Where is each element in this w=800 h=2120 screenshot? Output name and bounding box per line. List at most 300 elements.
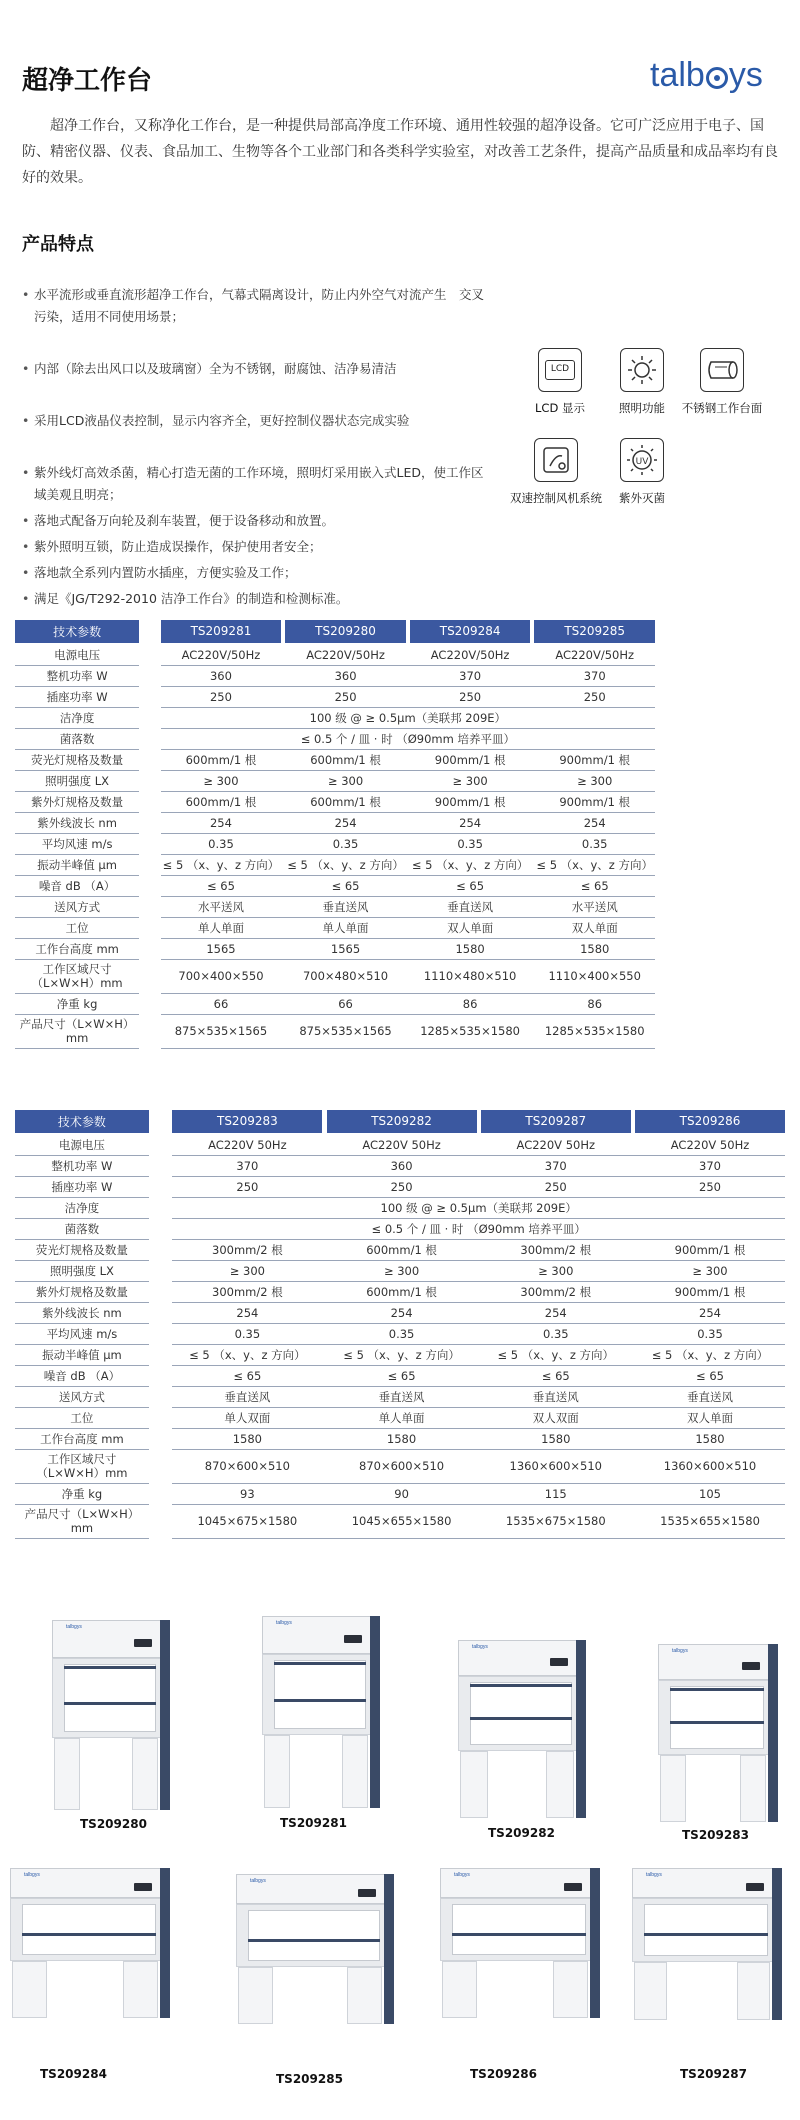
feature-uv: [592, 438, 692, 506]
feature-item: • 内部（除去出风口以及玻璃窗）全为不锈钢，耐腐蚀、洁净易清洁: [22, 358, 492, 380]
spec-row: [15, 1407, 785, 1428]
spec-cell: 370: [481, 1155, 631, 1176]
product-model-label: TS209284: [40, 2067, 107, 2081]
spec-row-label: 净重 kg: [15, 993, 139, 1014]
spec-row-label: 洁净度: [15, 1197, 149, 1218]
product-model-label: TS209281: [280, 1816, 347, 1830]
spec-row: [15, 1239, 785, 1260]
feature-item: • 满足《JG/T292-2010 洁净工作台》的制造和检测标准。: [22, 588, 492, 610]
cabinet-side-panel: [768, 1644, 778, 1822]
spec-row-label: 电源电压: [15, 1134, 149, 1155]
cabinet-leg: [123, 1961, 158, 2018]
cabinet-shelf: [248, 1939, 380, 1942]
cabinet-leg: [660, 1755, 686, 1822]
spec-row: [15, 993, 655, 1014]
spec-row-label: 插座功率 W: [15, 1176, 149, 1197]
spec-row-label: 照明强度 LX: [15, 770, 139, 791]
spec-row-label: 紫外灯规格及数量: [15, 1281, 149, 1302]
product-image: [458, 1640, 586, 1818]
cabinet-shelf: [452, 1933, 586, 1936]
spec-merged-value: ≤ 0.5 个 / 皿 · 时 （Ø90mm 培养平皿）: [161, 728, 655, 749]
spec-cell: ≥ 300: [635, 1260, 785, 1281]
spec-cell: 单人单面: [161, 917, 282, 938]
spec-cell: ≥ 300: [327, 1260, 477, 1281]
cabinet-leg: [634, 1962, 667, 2020]
spec-row: [15, 644, 655, 665]
spec-row: [15, 1155, 785, 1176]
product-image: [658, 1644, 778, 1822]
spec-cell: AC220V 50Hz: [172, 1134, 322, 1155]
spec-row-label: 洁净度: [15, 707, 139, 728]
spec-cell: 360: [161, 665, 282, 686]
spec-row-label: 送风方式: [15, 1386, 149, 1407]
spec-row: [15, 770, 655, 791]
spec-cell: AC220V/50Hz: [161, 644, 282, 665]
spec-cell: 300mm/2 根: [481, 1239, 631, 1260]
cabinet-leg: [553, 1961, 588, 2018]
spec-cell: ≤ 5 （x、y、z 方向）: [285, 854, 406, 875]
cabinet-opening: [644, 1904, 768, 1956]
spec-cell: 1285×535×1580: [534, 1014, 655, 1048]
spec-row-label: 工作台高度 mm: [15, 938, 139, 959]
spec-cell: ≤ 5 （x、y、z 方向）: [635, 1344, 785, 1365]
spec-cell: 1565: [285, 938, 406, 959]
spec-cell: ≤ 65: [534, 875, 655, 896]
spec-row: [15, 1014, 655, 1048]
cabinet-side-panel: [370, 1616, 380, 1808]
spec-row: [15, 938, 655, 959]
spec-header-model: TS209287: [481, 1110, 631, 1134]
spec-cell: 250: [161, 686, 282, 707]
cabinet-shelf: [64, 1702, 156, 1705]
spec-cell: 93: [172, 1483, 322, 1504]
cabinet-side-panel: [772, 1868, 782, 2020]
spec-row: [15, 1260, 785, 1281]
spec-cell: 1580: [481, 1428, 631, 1449]
spec-cell: ≥ 300: [481, 1260, 631, 1281]
spec-cell: 单人双面: [172, 1407, 322, 1428]
spec-cell: 900mm/1 根: [534, 791, 655, 812]
feature-fan-label: 双速控制风机系统: [510, 491, 602, 505]
cabinet-leg: [546, 1751, 574, 1818]
spec-cell: 600mm/1 根: [161, 791, 282, 812]
intro-paragraph: 超净工作台，又称净化工作台，是一种提供局部高净度工作环境、通用性较强的超净设备。它可广泛应用于电子、国防、精密仪器、仪表、食品加工、生物等各个工业部门和各类科学实验室，对改善工艺条件，提高产品质量和成品率均有良好的效果。: [22, 118, 778, 186]
spec-cell: 双人单面: [410, 917, 531, 938]
spec-cell: AC220V/50Hz: [534, 644, 655, 665]
spec-cell: 300mm/2 根: [481, 1281, 631, 1302]
spec-row-label: 振动半峰值 μm: [15, 1344, 149, 1365]
spec-row-label: 噪音 dB （A）: [15, 1365, 149, 1386]
spec-cell: 水平送风: [161, 896, 282, 917]
spec-cell: ≥ 300: [172, 1260, 322, 1281]
spec-merged-value: 100 级 @ ≥ 0.5μm（美联邦 209E）: [161, 707, 655, 728]
cabinet-shelf: [644, 1933, 768, 1936]
spec-cell: ≥ 300: [285, 770, 406, 791]
spec-row-label: 菌落数: [15, 1218, 149, 1239]
spec-row-label: 净重 kg: [15, 1483, 149, 1504]
cabinet-opening: [64, 1664, 156, 1732]
spec-cell: AC220V/50Hz: [285, 644, 406, 665]
spec-header-label: 技术参数: [15, 1110, 149, 1134]
spec-row: [15, 1449, 785, 1483]
spec-cell: 单人单面: [285, 917, 406, 938]
lcd-panel-icon: [134, 1883, 152, 1891]
cabinet-shelf: [670, 1721, 764, 1724]
uv-icon: [620, 438, 664, 482]
spec-row-label: 菌落数: [15, 728, 139, 749]
cabinet-leg: [740, 1755, 766, 1822]
product-model-label: TS209287: [680, 2067, 747, 2081]
cabinet-side-panel: [160, 1868, 170, 2018]
spec-row-label: 产品尺寸（L×W×H）mm: [15, 1014, 139, 1048]
spec-cell: 1580: [534, 938, 655, 959]
spec-cell: 600mm/1 根: [327, 1281, 477, 1302]
feature-item: • 落地款全系列内置防水插座，方便实验及工作；: [22, 562, 492, 584]
spec-row-label: 插座功率 W: [15, 686, 139, 707]
cabinet-leg: [737, 1962, 770, 2020]
spec-row: [15, 1504, 785, 1538]
spec-cell: 254: [635, 1302, 785, 1323]
spec-cell: 垂直送风: [172, 1386, 322, 1407]
brand-logo-right: ys: [728, 56, 763, 94]
spec-cell: ≤ 5 （x、y、z 方向）: [161, 854, 282, 875]
spec-header-model: TS209286: [635, 1110, 785, 1134]
cabinet-leg: [132, 1738, 158, 1810]
spec-cell: 1535×655×1580: [635, 1504, 785, 1538]
spec-cell: 1565: [161, 938, 282, 959]
spec-cell: 1580: [635, 1428, 785, 1449]
feature-list: [22, 284, 492, 610]
product-image: [236, 1874, 394, 2024]
spec-header-model: TS209280: [285, 620, 406, 644]
lcd-panel-icon: [550, 1658, 568, 1666]
spec-cell: ≤ 5 （x、y、z 方向）: [327, 1344, 477, 1365]
feature-item: • 水平流形或垂直流形超净工作台，气幕式隔离设计，防止内外空气对流产生 交叉污染，适用不同使用场景；: [22, 284, 492, 328]
spec-row: [15, 875, 655, 896]
spec-cell: ≤ 5 （x、y、z 方向）: [172, 1344, 322, 1365]
spec-row: [15, 812, 655, 833]
spec-cell: AC220V/50Hz: [410, 644, 531, 665]
product-image: [52, 1620, 170, 1810]
feature-item: • 落地式配备万向轮及刹车装置，便于设备移动和放置。: [22, 510, 492, 532]
spec-cell: 254: [161, 812, 282, 833]
spec-cell: 垂直送风: [285, 896, 406, 917]
spec-cell: 900mm/1 根: [635, 1239, 785, 1260]
lcd-panel-icon: [134, 1639, 152, 1647]
spec-table-header: [15, 620, 655, 644]
cabinet-logo: talbgys: [66, 1624, 82, 1630]
cabinet-logo: talbgys: [276, 1620, 292, 1626]
spec-row: [15, 728, 655, 749]
cabinet-opening: [670, 1686, 764, 1749]
cabinet-side-panel: [576, 1640, 586, 1818]
product-model-label: TS209285: [276, 2072, 343, 2086]
spec-cell: 115: [481, 1483, 631, 1504]
spec-row-label: 工位: [15, 1407, 149, 1428]
spec-table-header: [15, 1110, 785, 1134]
spec-row: [15, 1386, 785, 1407]
product-image: [440, 1868, 600, 2018]
spec-cell: 875×535×1565: [161, 1014, 282, 1048]
spec-cell: ≤ 65: [172, 1365, 322, 1386]
cabinet-leg: [54, 1738, 80, 1810]
spec-cell: 600mm/1 根: [285, 749, 406, 770]
cabinet-shelf: [22, 1933, 156, 1936]
spec-cell: 250: [534, 686, 655, 707]
spec-row-label: 电源电压: [15, 644, 139, 665]
spec-header-label: 技术参数: [15, 620, 139, 644]
product-model-label: TS209286: [470, 2067, 537, 2081]
spec-row-label: 紫外线波长 nm: [15, 812, 139, 833]
feature-lcd-label: LCD 显示: [535, 401, 585, 415]
spec-cell: 900mm/1 根: [534, 749, 655, 770]
spec-cell: 254: [410, 812, 531, 833]
spec-cell: 1285×535×1580: [410, 1014, 531, 1048]
spec-cell: 300mm/2 根: [172, 1239, 322, 1260]
cabinet-leg: [342, 1735, 368, 1808]
spec-row-label: 工位: [15, 917, 139, 938]
cabinet-leg: [264, 1735, 290, 1808]
spec-header-model: TS209282: [327, 1110, 477, 1134]
spec-cell: 1045×675×1580: [172, 1504, 322, 1538]
spec-cell: 单人单面: [327, 1407, 477, 1428]
cabinet-side-panel: [590, 1868, 600, 2018]
lcd-panel-icon: [564, 1883, 582, 1891]
spec-row-label: 平均风速 m/s: [15, 833, 139, 854]
cabinet-side-panel: [160, 1620, 170, 1810]
cabinet-leg: [460, 1751, 488, 1818]
spec-cell: 1580: [327, 1428, 477, 1449]
spec-cell: 254: [327, 1302, 477, 1323]
spec-row-label: 平均风速 m/s: [15, 1323, 149, 1344]
spec-cell: 370: [172, 1155, 322, 1176]
features-title: 产品特点: [22, 234, 94, 255]
stainless-surface-icon: [700, 348, 744, 392]
brand-eye-icon: [706, 67, 728, 89]
spec-row: [15, 1134, 785, 1155]
spec-cell: ≤ 5 （x、y、z 方向）: [534, 854, 655, 875]
spec-cell: 250: [481, 1176, 631, 1197]
spec-row: [15, 1344, 785, 1365]
spec-header-model: TS209285: [534, 620, 655, 644]
spec-cell: 0.35: [635, 1323, 785, 1344]
spec-cell: 250: [172, 1176, 322, 1197]
cabinet-side-panel: [384, 1874, 394, 2024]
product-image: [10, 1868, 170, 2018]
spec-cell: 370: [410, 665, 531, 686]
spec-cell: 垂直送风: [327, 1386, 477, 1407]
spec-row: [15, 1281, 785, 1302]
fan-control-icon: [534, 438, 578, 482]
spec-cell: 370: [635, 1155, 785, 1176]
spec-cell: 1110×400×550: [534, 959, 655, 993]
spec-cell: ≤ 65: [161, 875, 282, 896]
spec-row: [15, 1197, 785, 1218]
spec-row-label: 工作台高度 mm: [15, 1428, 149, 1449]
spec-row: [15, 707, 655, 728]
product-image: [632, 1868, 782, 2020]
spec-cell: 870×600×510: [327, 1449, 477, 1483]
spec-cell: 700×480×510: [285, 959, 406, 993]
cabinet-shelf: [470, 1717, 572, 1720]
spec-row: [15, 791, 655, 812]
spec-cell: ≤ 65: [635, 1365, 785, 1386]
spec-row-label: 荧光灯规格及数量: [15, 1239, 149, 1260]
spec-cell: 1580: [410, 938, 531, 959]
spec-cell: 双人单面: [635, 1407, 785, 1428]
spec-cell: 254: [285, 812, 406, 833]
spec-row: [15, 833, 655, 854]
feature-uv-label: 紫外灭菌: [619, 491, 665, 505]
spec-row: [15, 1218, 785, 1239]
spec-header-model: TS209284: [410, 620, 531, 644]
spec-cell: ≤ 65: [481, 1365, 631, 1386]
cabinet-logo: talbgys: [454, 1872, 470, 1878]
spec-cell: 垂直送风: [481, 1386, 631, 1407]
brand-logo: [650, 56, 763, 95]
spec-cell: 双人双面: [481, 1407, 631, 1428]
spec-header-model: TS209281: [161, 620, 282, 644]
spec-cell: 700×400×550: [161, 959, 282, 993]
cabinet-logo: talbgys: [24, 1872, 40, 1878]
cabinet-opening: [274, 1660, 366, 1729]
cabinet-shelf: [670, 1688, 764, 1691]
spec-row-label: 照明强度 LX: [15, 1260, 149, 1281]
feature-item: • 紫外照明互锁，防止造成误操作，保护使用者安全；: [22, 536, 492, 558]
spec-table-1: [15, 620, 655, 1049]
product-model-label: TS209282: [488, 1826, 555, 1840]
spec-row-label: 整机功率 W: [15, 665, 139, 686]
spec-merged-value: 100 级 @ ≥ 0.5μm（美联邦 209E）: [172, 1197, 785, 1218]
spec-row: [15, 749, 655, 770]
spec-row: [15, 896, 655, 917]
page-title: 超净工作台: [22, 66, 153, 96]
spec-cell: 66: [285, 993, 406, 1014]
spec-cell: 垂直送风: [635, 1386, 785, 1407]
lcd-panel-icon: [344, 1635, 362, 1643]
spec-cell: 900mm/1 根: [410, 791, 531, 812]
cabinet-shelf: [470, 1684, 572, 1687]
spec-cell: 1110×480×510: [410, 959, 531, 993]
spec-cell: ≥ 300: [161, 770, 282, 791]
cabinet-logo: talbgys: [672, 1648, 688, 1654]
spec-cell: 0.35: [410, 833, 531, 854]
spec-row-label: 整机功率 W: [15, 1155, 149, 1176]
spec-cell: 250: [635, 1176, 785, 1197]
cabinet-shelf: [274, 1699, 366, 1702]
spec-cell: ≥ 300: [534, 770, 655, 791]
lcd-icon-text: LCD: [545, 360, 575, 380]
spec-table-2: [15, 1110, 785, 1539]
spec-cell: 0.35: [172, 1323, 322, 1344]
lcd-panel-icon: [746, 1883, 764, 1891]
spec-cell: 250: [410, 686, 531, 707]
spec-cell: 1360×600×510: [481, 1449, 631, 1483]
spec-cell: AC220V 50Hz: [635, 1134, 785, 1155]
spec-row: [15, 1176, 785, 1197]
cabinet-leg: [238, 1967, 273, 2024]
spec-cell: 0.35: [327, 1323, 477, 1344]
product-model-label: TS209280: [80, 1817, 147, 1831]
product-image: [262, 1616, 380, 1808]
spec-cell: 900mm/1 根: [635, 1281, 785, 1302]
spec-cell: ≤ 5 （x、y、z 方向）: [410, 854, 531, 875]
cabinet-logo: talbgys: [250, 1878, 266, 1884]
spec-cell: 垂直送风: [410, 896, 531, 917]
spec-cell: 360: [327, 1155, 477, 1176]
feature-fan: [506, 438, 606, 506]
spec-cell: 250: [285, 686, 406, 707]
spec-row: [15, 1302, 785, 1323]
cabinet-opening: [22, 1904, 156, 1955]
spec-row-label: 振动半峰值 μm: [15, 854, 139, 875]
feature-lighting-label: 照明功能: [619, 401, 665, 415]
cabinet-shelf: [274, 1662, 366, 1665]
spec-cell: 600mm/1 根: [285, 791, 406, 812]
spec-row: [15, 665, 655, 686]
spec-row-label: 产品尺寸（L×W×H）mm: [15, 1504, 149, 1538]
spec-cell: 360: [285, 665, 406, 686]
spec-cell: 370: [534, 665, 655, 686]
spec-row-label: 工作区域尺寸（L×W×H）mm: [15, 959, 139, 993]
lcd-panel-icon: [358, 1889, 376, 1897]
spec-cell: ≤ 65: [285, 875, 406, 896]
spec-row-label: 工作区域尺寸（L×W×H）mm: [15, 1449, 149, 1483]
cabinet-opening: [452, 1904, 586, 1955]
spec-row: [15, 917, 655, 938]
spec-cell: 90: [327, 1483, 477, 1504]
spec-cell: 1045×655×1580: [327, 1504, 477, 1538]
spec-cell: 1360×600×510: [635, 1449, 785, 1483]
spec-cell: 254: [172, 1302, 322, 1323]
uv-icon-text: UV: [635, 457, 649, 467]
spec-row: [15, 1483, 785, 1504]
spec-cell: 0.35: [481, 1323, 631, 1344]
spec-row: [15, 1428, 785, 1449]
cabinet-shelf: [64, 1666, 156, 1669]
spec-row-label: 噪音 dB （A）: [15, 875, 139, 896]
cabinet-leg: [442, 1961, 477, 2018]
spec-cell: 875×535×1565: [285, 1014, 406, 1048]
spec-cell: AC220V 50Hz: [481, 1134, 631, 1155]
spec-cell: ≥ 300: [410, 770, 531, 791]
feature-stainless: [672, 348, 772, 416]
spec-cell: 900mm/1 根: [410, 749, 531, 770]
lcd-icon: [538, 348, 582, 392]
brand-logo-left: talb: [650, 56, 705, 94]
cabinet-opening: [248, 1910, 380, 1961]
cabinet-opening: [470, 1682, 572, 1745]
spec-row-label: 荧光灯规格及数量: [15, 749, 139, 770]
spec-cell: 双人单面: [534, 917, 655, 938]
cabinet-logo: talbgys: [646, 1872, 662, 1878]
feature-stainless-label: 不锈钢工作台面: [681, 401, 763, 415]
spec-merged-value: ≤ 0.5 个 / 皿 · 时 （Ø90mm 培养平皿）: [172, 1218, 785, 1239]
feature-item: • 采用LCD液晶仪表控制，显示内容齐全，更好控制仪器状态完成实验: [22, 410, 492, 432]
spec-cell: ≤ 65: [410, 875, 531, 896]
spec-row: [15, 686, 655, 707]
spec-cell: 254: [481, 1302, 631, 1323]
spec-cell: ≤ 65: [327, 1365, 477, 1386]
spec-cell: 105: [635, 1483, 785, 1504]
spec-cell: 0.35: [534, 833, 655, 854]
spec-cell: 600mm/1 根: [327, 1239, 477, 1260]
spec-cell: 1535×675×1580: [481, 1504, 631, 1538]
spec-row: [15, 854, 655, 875]
feature-item: • 紫外线灯高效杀菌，精心打造无菌的工作环境，照明灯采用嵌入式LED，使工作区域美观且明亮；: [22, 462, 492, 506]
spec-row: [15, 1323, 785, 1344]
spec-cell: 0.35: [285, 833, 406, 854]
